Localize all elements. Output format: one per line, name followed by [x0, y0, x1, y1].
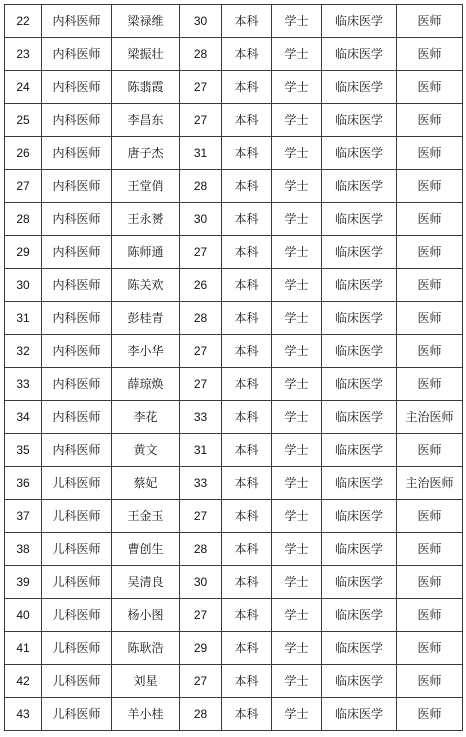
degree-cell: 学士	[272, 269, 322, 302]
table-row	[5, 368, 463, 401]
degree-cell: 学士	[272, 236, 322, 269]
degree-cell: 学士	[272, 632, 322, 665]
row-number-cell: 26	[5, 137, 42, 170]
row-number-cell: 28	[5, 203, 42, 236]
education-cell: 本科	[222, 302, 272, 335]
name-cell: 李小华	[112, 335, 180, 368]
position-cell: 内科医师	[42, 203, 112, 236]
age-cell: 27	[180, 335, 222, 368]
education-cell: 本科	[222, 236, 272, 269]
major-cell: 临床医学	[322, 665, 397, 698]
position-cell: 儿科医师	[42, 632, 112, 665]
name-cell: 李花	[112, 401, 180, 434]
age-cell: 27	[180, 71, 222, 104]
education-cell: 本科	[222, 434, 272, 467]
table-row	[5, 599, 463, 632]
position-cell: 内科医师	[42, 38, 112, 71]
table-row	[5, 302, 463, 335]
name-cell: 彭桂青	[112, 302, 180, 335]
table-row	[5, 467, 463, 500]
degree-cell: 学士	[272, 71, 322, 104]
degree-cell: 学士	[272, 203, 322, 236]
row-number-cell: 37	[5, 500, 42, 533]
degree-cell: 学士	[272, 467, 322, 500]
degree-cell: 学士	[272, 137, 322, 170]
age-cell: 27	[180, 368, 222, 401]
position-cell: 内科医师	[42, 236, 112, 269]
education-cell: 本科	[222, 137, 272, 170]
major-cell: 临床医学	[322, 38, 397, 71]
degree-cell: 学士	[272, 500, 322, 533]
table-row	[5, 566, 463, 599]
major-cell: 临床医学	[322, 5, 397, 38]
position-cell: 内科医师	[42, 5, 112, 38]
name-cell: 薛琼焕	[112, 368, 180, 401]
table-row	[5, 632, 463, 665]
major-cell: 临床医学	[322, 203, 397, 236]
age-cell: 28	[180, 170, 222, 203]
title-cell: 医师	[397, 599, 463, 632]
title-cell: 医师	[397, 5, 463, 38]
row-number-cell: 29	[5, 236, 42, 269]
staff-roster-table	[4, 4, 463, 731]
table-row	[5, 203, 463, 236]
position-cell: 内科医师	[42, 170, 112, 203]
title-cell: 医师	[397, 104, 463, 137]
age-cell: 27	[180, 236, 222, 269]
row-number-cell: 40	[5, 599, 42, 632]
title-cell: 医师	[397, 533, 463, 566]
major-cell: 临床医学	[322, 500, 397, 533]
table-row	[5, 5, 463, 38]
position-cell: 儿科医师	[42, 566, 112, 599]
major-cell: 临床医学	[322, 632, 397, 665]
name-cell: 陈关欢	[112, 269, 180, 302]
major-cell: 临床医学	[322, 533, 397, 566]
name-cell: 梁振壮	[112, 38, 180, 71]
name-cell: 蔡妃	[112, 467, 180, 500]
row-number-cell: 30	[5, 269, 42, 302]
age-cell: 27	[180, 500, 222, 533]
major-cell: 临床医学	[322, 71, 397, 104]
title-cell: 医师	[397, 434, 463, 467]
table-row	[5, 434, 463, 467]
age-cell: 29	[180, 632, 222, 665]
position-cell: 内科医师	[42, 71, 112, 104]
row-number-cell: 36	[5, 467, 42, 500]
degree-cell: 学士	[272, 302, 322, 335]
degree-cell: 学士	[272, 104, 322, 137]
name-cell: 陈翡霞	[112, 71, 180, 104]
title-cell: 医师	[397, 632, 463, 665]
major-cell: 临床医学	[322, 434, 397, 467]
degree-cell: 学士	[272, 401, 322, 434]
education-cell: 本科	[222, 533, 272, 566]
row-number-cell: 41	[5, 632, 42, 665]
education-cell: 本科	[222, 665, 272, 698]
degree-cell: 学士	[272, 566, 322, 599]
table-row	[5, 170, 463, 203]
age-cell: 30	[180, 203, 222, 236]
title-cell: 医师	[397, 236, 463, 269]
name-cell: 李昌东	[112, 104, 180, 137]
education-cell: 本科	[222, 38, 272, 71]
row-number-cell: 24	[5, 71, 42, 104]
major-cell: 临床医学	[322, 170, 397, 203]
table-row	[5, 665, 463, 698]
row-number-cell: 31	[5, 302, 42, 335]
row-number-cell: 34	[5, 401, 42, 434]
table-row	[5, 236, 463, 269]
education-cell: 本科	[222, 599, 272, 632]
age-cell: 33	[180, 467, 222, 500]
degree-cell: 学士	[272, 335, 322, 368]
title-cell: 医师	[397, 368, 463, 401]
title-cell: 主治医师	[397, 467, 463, 500]
row-number-cell: 27	[5, 170, 42, 203]
education-cell: 本科	[222, 170, 272, 203]
age-cell: 30	[180, 5, 222, 38]
major-cell: 临床医学	[322, 302, 397, 335]
major-cell: 临床医学	[322, 335, 397, 368]
education-cell: 本科	[222, 566, 272, 599]
row-number-cell: 25	[5, 104, 42, 137]
major-cell: 临床医学	[322, 236, 397, 269]
education-cell: 本科	[222, 467, 272, 500]
row-number-cell: 39	[5, 566, 42, 599]
table-row	[5, 104, 463, 137]
age-cell: 28	[180, 533, 222, 566]
name-cell: 杨小图	[112, 599, 180, 632]
major-cell: 临床医学	[322, 698, 397, 731]
position-cell: 内科医师	[42, 434, 112, 467]
degree-cell: 学士	[272, 665, 322, 698]
position-cell: 内科医师	[42, 368, 112, 401]
row-number-cell: 23	[5, 38, 42, 71]
major-cell: 临床医学	[322, 401, 397, 434]
row-number-cell: 33	[5, 368, 42, 401]
title-cell: 医师	[397, 269, 463, 302]
age-cell: 31	[180, 434, 222, 467]
position-cell: 儿科医师	[42, 500, 112, 533]
row-number-cell: 35	[5, 434, 42, 467]
degree-cell: 学士	[272, 698, 322, 731]
table-row	[5, 335, 463, 368]
table-row	[5, 137, 463, 170]
major-cell: 临床医学	[322, 104, 397, 137]
education-cell: 本科	[222, 5, 272, 38]
education-cell: 本科	[222, 71, 272, 104]
age-cell: 27	[180, 104, 222, 137]
degree-cell: 学士	[272, 170, 322, 203]
name-cell: 陈师通	[112, 236, 180, 269]
education-cell: 本科	[222, 203, 272, 236]
title-cell: 医师	[397, 38, 463, 71]
degree-cell: 学士	[272, 434, 322, 467]
row-number-cell: 38	[5, 533, 42, 566]
name-cell: 唐子杰	[112, 137, 180, 170]
row-number-cell: 22	[5, 5, 42, 38]
age-cell: 27	[180, 665, 222, 698]
major-cell: 临床医学	[322, 566, 397, 599]
position-cell: 内科医师	[42, 335, 112, 368]
name-cell: 羊小桂	[112, 698, 180, 731]
position-cell: 儿科医师	[42, 599, 112, 632]
education-cell: 本科	[222, 269, 272, 302]
degree-cell: 学士	[272, 533, 322, 566]
age-cell: 28	[180, 38, 222, 71]
roster-body	[5, 5, 463, 731]
age-cell: 33	[180, 401, 222, 434]
table-row	[5, 500, 463, 533]
age-cell: 30	[180, 566, 222, 599]
row-number-cell: 32	[5, 335, 42, 368]
position-cell: 内科医师	[42, 104, 112, 137]
title-cell: 医师	[397, 203, 463, 236]
position-cell: 内科医师	[42, 401, 112, 434]
age-cell: 27	[180, 599, 222, 632]
name-cell: 王永赟	[112, 203, 180, 236]
title-cell: 医师	[397, 71, 463, 104]
age-cell: 26	[180, 269, 222, 302]
row-number-cell: 42	[5, 665, 42, 698]
table-row	[5, 533, 463, 566]
position-cell: 儿科医师	[42, 665, 112, 698]
position-cell: 内科医师	[42, 302, 112, 335]
name-cell: 黄文	[112, 434, 180, 467]
title-cell: 医师	[397, 137, 463, 170]
title-cell: 医师	[397, 335, 463, 368]
title-cell: 医师	[397, 302, 463, 335]
table-row	[5, 401, 463, 434]
row-number-cell: 43	[5, 698, 42, 731]
education-cell: 本科	[222, 335, 272, 368]
major-cell: 临床医学	[322, 599, 397, 632]
education-cell: 本科	[222, 368, 272, 401]
title-cell: 医师	[397, 170, 463, 203]
major-cell: 临床医学	[322, 368, 397, 401]
name-cell: 王堂俏	[112, 170, 180, 203]
name-cell: 曹创生	[112, 533, 180, 566]
age-cell: 31	[180, 137, 222, 170]
degree-cell: 学士	[272, 368, 322, 401]
name-cell: 陈耿浩	[112, 632, 180, 665]
title-cell: 医师	[397, 665, 463, 698]
name-cell: 王金玉	[112, 500, 180, 533]
degree-cell: 学士	[272, 599, 322, 632]
major-cell: 临床医学	[322, 269, 397, 302]
education-cell: 本科	[222, 401, 272, 434]
age-cell: 28	[180, 698, 222, 731]
position-cell: 儿科医师	[42, 467, 112, 500]
degree-cell: 学士	[272, 38, 322, 71]
name-cell: 吴清良	[112, 566, 180, 599]
position-cell: 内科医师	[42, 137, 112, 170]
table-row	[5, 269, 463, 302]
major-cell: 临床医学	[322, 467, 397, 500]
education-cell: 本科	[222, 104, 272, 137]
education-cell: 本科	[222, 632, 272, 665]
title-cell: 医师	[397, 500, 463, 533]
degree-cell: 学士	[272, 5, 322, 38]
age-cell: 28	[180, 302, 222, 335]
title-cell: 医师	[397, 698, 463, 731]
table-row	[5, 71, 463, 104]
name-cell: 刘星	[112, 665, 180, 698]
position-cell: 儿科医师	[42, 698, 112, 731]
title-cell: 主治医师	[397, 401, 463, 434]
education-cell: 本科	[222, 500, 272, 533]
table-row	[5, 38, 463, 71]
name-cell: 梁禄维	[112, 5, 180, 38]
title-cell: 医师	[397, 566, 463, 599]
position-cell: 内科医师	[42, 269, 112, 302]
position-cell: 儿科医师	[42, 533, 112, 566]
major-cell: 临床医学	[322, 137, 397, 170]
education-cell: 本科	[222, 698, 272, 731]
table-row	[5, 698, 463, 731]
